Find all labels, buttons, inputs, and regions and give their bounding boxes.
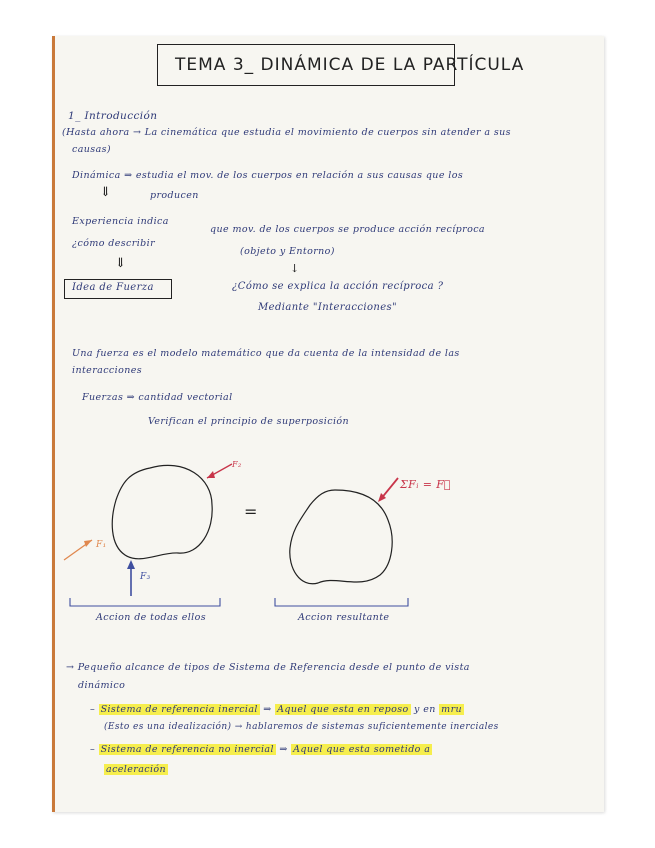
inertial-term: Sistema de referencia inercial bbox=[100, 704, 258, 715]
acceleration-term: aceleración bbox=[106, 764, 167, 775]
frames-line-2: dinámico bbox=[78, 680, 126, 691]
frames-line-1: → Pequeño alcance de tipos de Sistema de Referencia desde el punto de vista bbox=[66, 662, 470, 673]
noninertial-definition: Aquel que esta sometido a bbox=[293, 744, 431, 755]
object-environment: (objeto y Entorno) bbox=[240, 246, 335, 257]
reciprocal-line: que mov. de los cuerpos se produce acción recíproca bbox=[210, 224, 485, 235]
question-line: ¿Cómo se explica la acción recíproca ? bbox=[232, 281, 444, 292]
label-f1: F₁ bbox=[96, 540, 107, 550]
dynamics-line-2: producen bbox=[150, 190, 199, 201]
noninertial-term: Sistema de referencia no inercial bbox=[100, 744, 274, 755]
right-blob bbox=[290, 490, 392, 584]
right-bracket bbox=[275, 598, 408, 606]
inertial-definition: Aquel que esta en reposo bbox=[277, 704, 409, 715]
dynamics-line-1: Dinámica ⇒ estudia el mov. de los cuerpos en relación a sus causas que los bbox=[72, 170, 464, 181]
noninertial-arrow: ⇒ bbox=[279, 744, 288, 755]
section-heading: 1_ Introducción bbox=[68, 110, 158, 122]
equals-sign: = bbox=[244, 502, 258, 521]
mru-term: mru bbox=[441, 704, 463, 715]
forces-vector-line: Fuerzas ⇒ cantidad vectorial bbox=[82, 392, 233, 403]
inertial-arrow: ⇒ bbox=[263, 704, 272, 715]
intro-line-1: (Hasta ahora → La cinemática que estudia el movimiento de cuerpos sin atender a sus bbox=[62, 127, 511, 138]
idea-fuerza: Idea de Fuerza bbox=[72, 282, 154, 293]
caption-all-forces: Accion de todas ellos bbox=[96, 612, 206, 623]
down-arrow-1: ⇓ bbox=[100, 185, 112, 200]
how-describe: ¿cómo describir bbox=[72, 238, 156, 249]
label-f2: F₂ bbox=[232, 460, 242, 469]
inertial-and: y en bbox=[414, 704, 436, 715]
idealization-line: (Esto es una idealización) → hablaremos de sistemas suficientemente inerciales bbox=[104, 722, 499, 732]
page-title: TEMA 3_ DINÁMICA DE LA PARTÍCULA bbox=[175, 55, 525, 75]
mediante-line: Mediante "Interacciones" bbox=[258, 302, 398, 313]
resultant-label: ΣFᵢ = F⃗ bbox=[400, 478, 451, 491]
noninertial-frame-line: – Sistema de referencia no inercial ⇒ Aquel que esta sometido a bbox=[90, 744, 431, 755]
force-definition-1: Una fuerza es el modelo matemático que da cuenta de la intensidad de las bbox=[72, 348, 460, 359]
down-arrow-2: ⇓ bbox=[115, 256, 127, 271]
superposition-line: Verifican el principio de superposición bbox=[148, 416, 350, 427]
acceleration-line bbox=[104, 764, 168, 775]
experience-line: Experiencia indica bbox=[72, 216, 169, 227]
force-definition-2: interacciones bbox=[72, 365, 143, 376]
left-bracket bbox=[70, 598, 220, 606]
caption-resultant: Accion resultante bbox=[298, 612, 390, 623]
intro-line-2: causas) bbox=[72, 144, 112, 155]
label-f3: F₃ bbox=[140, 572, 151, 582]
left-blob bbox=[112, 465, 212, 558]
inertial-frame-line: – Sistema de referencia inercial ⇒ Aquel que esta en reposo y en mru bbox=[90, 704, 463, 715]
down-arrow-3: ↓ bbox=[290, 262, 300, 275]
